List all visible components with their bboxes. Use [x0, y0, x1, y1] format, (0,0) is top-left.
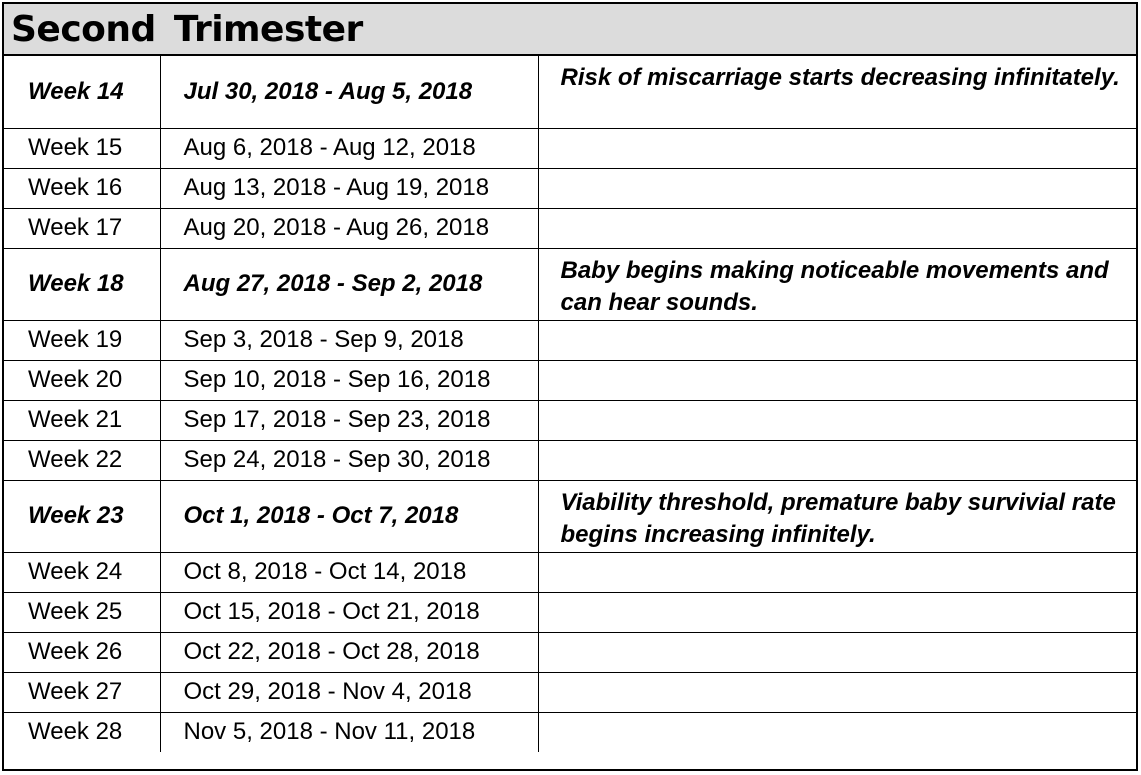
- date-range-cell: Oct 15, 2018 - Oct 21, 2018: [160, 592, 538, 632]
- date-range-cell: Aug 27, 2018 - Sep 2, 2018: [160, 248, 538, 320]
- week-cell: Week 14: [4, 56, 160, 128]
- date-range-cell: Oct 8, 2018 - Oct 14, 2018: [160, 552, 538, 592]
- week-cell: Week 23: [4, 480, 160, 552]
- milestone-note-cell: [538, 360, 1136, 400]
- week-cell: Week 27: [4, 672, 160, 712]
- date-range-cell: Sep 24, 2018 - Sep 30, 2018: [160, 440, 538, 480]
- week-schedule-table: [4, 56, 1136, 752]
- date-range-cell: Aug 13, 2018 - Aug 19, 2018: [160, 168, 538, 208]
- week-cell: Week 20: [4, 360, 160, 400]
- milestone-note-cell: [538, 712, 1136, 752]
- week-cell: Week 25: [4, 592, 160, 632]
- milestone-note-cell: Baby begins making noticeable movements and can hear sounds.: [538, 248, 1136, 320]
- milestone-row: [4, 56, 1136, 128]
- date-range-cell: Nov 5, 2018 - Nov 11, 2018: [160, 712, 538, 752]
- table-row: [4, 360, 1136, 400]
- date-range-cell: Sep 3, 2018 - Sep 9, 2018: [160, 320, 538, 360]
- milestone-row: [4, 248, 1136, 320]
- week-cell: Week 16: [4, 168, 160, 208]
- table-row: [4, 400, 1136, 440]
- trimester-title: Second Trimester: [11, 8, 363, 50]
- table-row: [4, 632, 1136, 672]
- date-range-cell: Aug 20, 2018 - Aug 26, 2018: [160, 208, 538, 248]
- date-range-cell: Oct 22, 2018 - Oct 28, 2018: [160, 632, 538, 672]
- date-range-cell: Oct 1, 2018 - Oct 7, 2018: [160, 480, 538, 552]
- week-cell: Week 22: [4, 440, 160, 480]
- week-cell: Week 21: [4, 400, 160, 440]
- milestone-note-cell: [538, 168, 1136, 208]
- milestone-note-cell: [538, 128, 1136, 168]
- table-row: [4, 592, 1136, 632]
- week-rows: [4, 56, 1136, 752]
- table-row: [4, 552, 1136, 592]
- trimester-banner: [4, 4, 1136, 56]
- week-cell: Week 19: [4, 320, 160, 360]
- week-cell: Week 24: [4, 552, 160, 592]
- week-cell: Week 18: [4, 248, 160, 320]
- week-cell: Week 26: [4, 632, 160, 672]
- date-range-cell: Sep 17, 2018 - Sep 23, 2018: [160, 400, 538, 440]
- table-row: [4, 320, 1136, 360]
- table-row: [4, 440, 1136, 480]
- week-cell: Week 15: [4, 128, 160, 168]
- date-range-cell: Oct 29, 2018 - Nov 4, 2018: [160, 672, 538, 712]
- week-cell: Week 17: [4, 208, 160, 248]
- milestone-note-cell: Risk of miscarriage starts decreasing infinitately.: [538, 56, 1136, 128]
- table-row: [4, 168, 1136, 208]
- table-row: [4, 208, 1136, 248]
- date-range-cell: Sep 10, 2018 - Sep 16, 2018: [160, 360, 538, 400]
- milestone-row: [4, 480, 1136, 552]
- trimester-table-sheet: [2, 2, 1138, 771]
- date-range-cell: Jul 30, 2018 - Aug 5, 2018: [160, 56, 538, 128]
- table-row: [4, 712, 1136, 752]
- table-row: [4, 128, 1136, 168]
- date-range-cell: Aug 6, 2018 - Aug 12, 2018: [160, 128, 538, 168]
- table-row: [4, 672, 1136, 712]
- milestone-note-cell: [538, 400, 1136, 440]
- milestone-note-cell: Viability threshold, premature baby survivial rate begins increasing infinitely.: [538, 480, 1136, 552]
- milestone-note-cell: [538, 632, 1136, 672]
- milestone-note-cell: [538, 552, 1136, 592]
- milestone-note-cell: [538, 672, 1136, 712]
- milestone-note-cell: [538, 440, 1136, 480]
- week-cell: Week 28: [4, 712, 160, 752]
- milestone-note-cell: [538, 320, 1136, 360]
- milestone-note-cell: [538, 592, 1136, 632]
- milestone-note-cell: [538, 208, 1136, 248]
